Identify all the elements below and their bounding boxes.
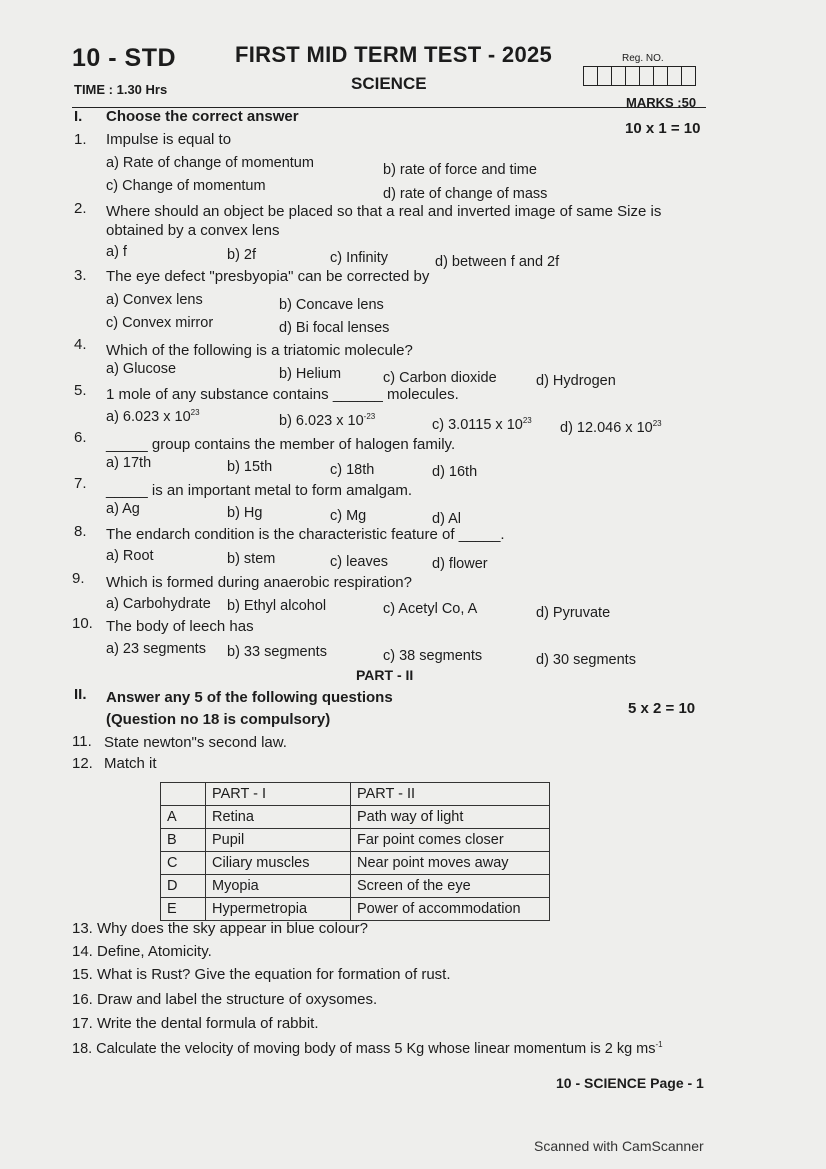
table-cell: Power of accommodation bbox=[351, 898, 550, 921]
table-cell: E bbox=[161, 898, 206, 921]
question-text: Which of the following is a triatomic molecule? bbox=[106, 342, 413, 359]
table-cell: C bbox=[161, 852, 206, 875]
question-number: 8. bbox=[74, 523, 87, 540]
section-heading: Choose the correct answer bbox=[106, 108, 299, 125]
table-cell: D bbox=[161, 875, 206, 898]
answer-blank: _____ bbox=[106, 482, 148, 499]
option-b: b) Hg bbox=[227, 505, 263, 521]
option-d: d) Bi focal lenses bbox=[279, 320, 390, 336]
table-cell bbox=[161, 783, 206, 806]
option-a: a) Glucose bbox=[106, 361, 177, 377]
answer-blank: _____ bbox=[106, 436, 148, 453]
option-c: c) 3.0115 x $10^{23}$ bbox=[432, 416, 532, 433]
question-number: 10. bbox=[72, 615, 93, 632]
option-a: a) 6.023 x $10^{23}$ bbox=[106, 408, 200, 425]
table-row bbox=[161, 875, 550, 898]
option-a: a) Convex lens bbox=[106, 292, 203, 308]
question-number: 5. bbox=[74, 382, 87, 399]
page-footer: 10 - SCIENCE Page - 1 bbox=[556, 1075, 704, 1091]
option-c: c) Mg bbox=[330, 508, 367, 524]
question-13: 13. Why does the sky appear in blue colour? bbox=[72, 920, 369, 937]
question-text: State newton"s second law. bbox=[104, 734, 287, 751]
question-text: _____ group contains the member of halogen family. bbox=[106, 436, 456, 453]
table-cell: Myopia bbox=[206, 875, 351, 898]
option-d: d) 16th bbox=[432, 464, 478, 480]
question-14: 14. Define, Atomicity. bbox=[72, 943, 212, 960]
option-d: d) between f and 2f bbox=[435, 254, 560, 270]
option-a: a) Root bbox=[106, 548, 154, 564]
table-cell: Path way of light bbox=[351, 806, 550, 829]
question-text: Where should an object be placed so that a real and inverted image of same Size is bbox=[106, 203, 662, 220]
option-d: d) Pyruvate bbox=[536, 605, 611, 621]
table-row bbox=[161, 898, 550, 921]
option-c: c) Convex mirror bbox=[106, 315, 214, 331]
question-number: 9. bbox=[72, 570, 85, 587]
option-c: c) 38 segments bbox=[383, 648, 483, 664]
question-15: 15. What is Rust? Give the equation for formation of rust. bbox=[72, 966, 451, 983]
answer-blank: ______ bbox=[332, 386, 383, 403]
table-cell: Retina bbox=[206, 806, 351, 829]
question-number: 3. bbox=[74, 267, 87, 284]
question-number: 11. bbox=[72, 733, 92, 750]
section-marks: 10 x 1 = 10 bbox=[625, 120, 701, 137]
class-label: 10 - STD bbox=[72, 44, 177, 72]
table-cell: Pupil bbox=[206, 829, 351, 852]
section-roman: I. bbox=[74, 108, 83, 125]
option-d: d) Hydrogen bbox=[536, 373, 616, 389]
option-a: a) 17th bbox=[106, 455, 152, 471]
table-cell: Screen of the eye bbox=[351, 875, 550, 898]
table-cell: Far point comes closer bbox=[351, 829, 550, 852]
option-b: b) 15th bbox=[227, 459, 273, 475]
exam-title: FIRST MID TERM TEST - 2025 bbox=[235, 42, 553, 67]
option-b: b) Helium bbox=[279, 366, 342, 382]
option-c: c) Change of momentum bbox=[106, 178, 266, 194]
question-text: Impulse is equal to bbox=[106, 131, 232, 148]
table-cell: A bbox=[161, 806, 206, 829]
option-c: c) leaves bbox=[330, 554, 389, 570]
table-row bbox=[161, 806, 550, 829]
option-d: d) 30 segments bbox=[536, 652, 636, 668]
table-header-row bbox=[161, 783, 550, 806]
table-cell: Ciliary muscles bbox=[206, 852, 351, 875]
option-b: b) stem bbox=[227, 551, 276, 567]
option-a: a) 23 segments bbox=[106, 641, 206, 657]
question-number: 6. bbox=[74, 429, 87, 446]
option-a: a) Carbohydrate bbox=[106, 596, 211, 612]
question-16: 16. Draw and label the structure of oxysomes. bbox=[72, 991, 378, 1008]
section-roman: II. bbox=[74, 686, 87, 703]
table-header: PART - I bbox=[206, 783, 351, 806]
total-marks: MARKS :50 bbox=[626, 95, 697, 110]
question-number: 4. bbox=[74, 336, 87, 353]
question-number: 12. bbox=[72, 755, 93, 772]
question-text: The body of leech has bbox=[106, 618, 254, 635]
compulsory-note: (Question no 18 is compulsory) bbox=[106, 711, 331, 728]
table-cell: Near point moves away bbox=[351, 852, 550, 875]
option-d: d) flower bbox=[432, 556, 488, 572]
question-text: _____ is an important metal to form amalgam. bbox=[106, 482, 412, 499]
question-text: Match it bbox=[104, 755, 157, 772]
part-title: PART - II bbox=[356, 667, 414, 683]
question-17: 17. Write the dental formula of rabbit. bbox=[72, 1015, 319, 1032]
option-a: a) f bbox=[106, 244, 127, 260]
option-d: d) 12.046 x $10^{23}$ bbox=[560, 419, 662, 436]
question-text: The eye defect "presbyopia" can be corrected by bbox=[106, 268, 430, 285]
question-text-line2: obtained by a convex lens bbox=[106, 222, 280, 239]
match-table bbox=[160, 782, 550, 921]
option-a: a) Rate of change of momentum bbox=[106, 155, 314, 171]
section-marks: 5 x 2 = 10 bbox=[628, 700, 696, 717]
question-number: 1. bbox=[74, 131, 87, 148]
answer-blank: _____. bbox=[458, 526, 505, 543]
option-c: c) Carbon dioxide bbox=[383, 370, 497, 386]
subject-label: SCIENCE bbox=[351, 74, 427, 93]
question-18: 18. Calculate the velocity of moving body of mass 5 Kg whose linear momentum is 2 kg $ms^{-1}$ bbox=[72, 1040, 663, 1057]
option-d: d) Al bbox=[432, 511, 462, 527]
table-header: PART - II bbox=[351, 783, 550, 806]
option-b: b) 33 segments bbox=[227, 644, 327, 660]
table-row bbox=[161, 852, 550, 875]
question-number: 7. bbox=[74, 475, 87, 492]
table-cell: B bbox=[161, 829, 206, 852]
reg-no-label: Reg. NO. bbox=[622, 53, 664, 64]
question-text: 1 mole of any substance contains ______ molecules. bbox=[106, 386, 459, 403]
question-text: Which is formed during anaerobic respiration? bbox=[106, 574, 412, 591]
table-cell: Hypermetropia bbox=[206, 898, 351, 921]
section-heading: Answer any 5 of the following questions bbox=[106, 689, 393, 706]
option-d: d) rate of change of mass bbox=[383, 186, 548, 202]
table-row bbox=[161, 829, 550, 852]
option-b: b) Concave lens bbox=[279, 297, 384, 313]
option-b: b) 6.023 x $10^{-23}$ bbox=[279, 412, 376, 429]
option-c: c) 18th bbox=[330, 462, 375, 478]
time-label: TIME : 1.30 Hrs bbox=[74, 82, 168, 97]
option-b: b) rate of force and time bbox=[383, 162, 537, 178]
question-number: 2. bbox=[74, 200, 87, 217]
option-a: a) Ag bbox=[106, 501, 140, 517]
option-c: c) Infinity bbox=[330, 250, 389, 266]
reg-no-boxes bbox=[584, 66, 696, 86]
option-b: b) Ethyl alcohol bbox=[227, 598, 327, 614]
scanner-watermark: Scanned with CamScanner bbox=[534, 1138, 704, 1154]
option-b: b) 2f bbox=[227, 247, 257, 263]
question-text: The endarch condition is the characteristic feature of _____. bbox=[106, 526, 505, 543]
option-c: c) Acetyl Co, A bbox=[383, 601, 478, 617]
